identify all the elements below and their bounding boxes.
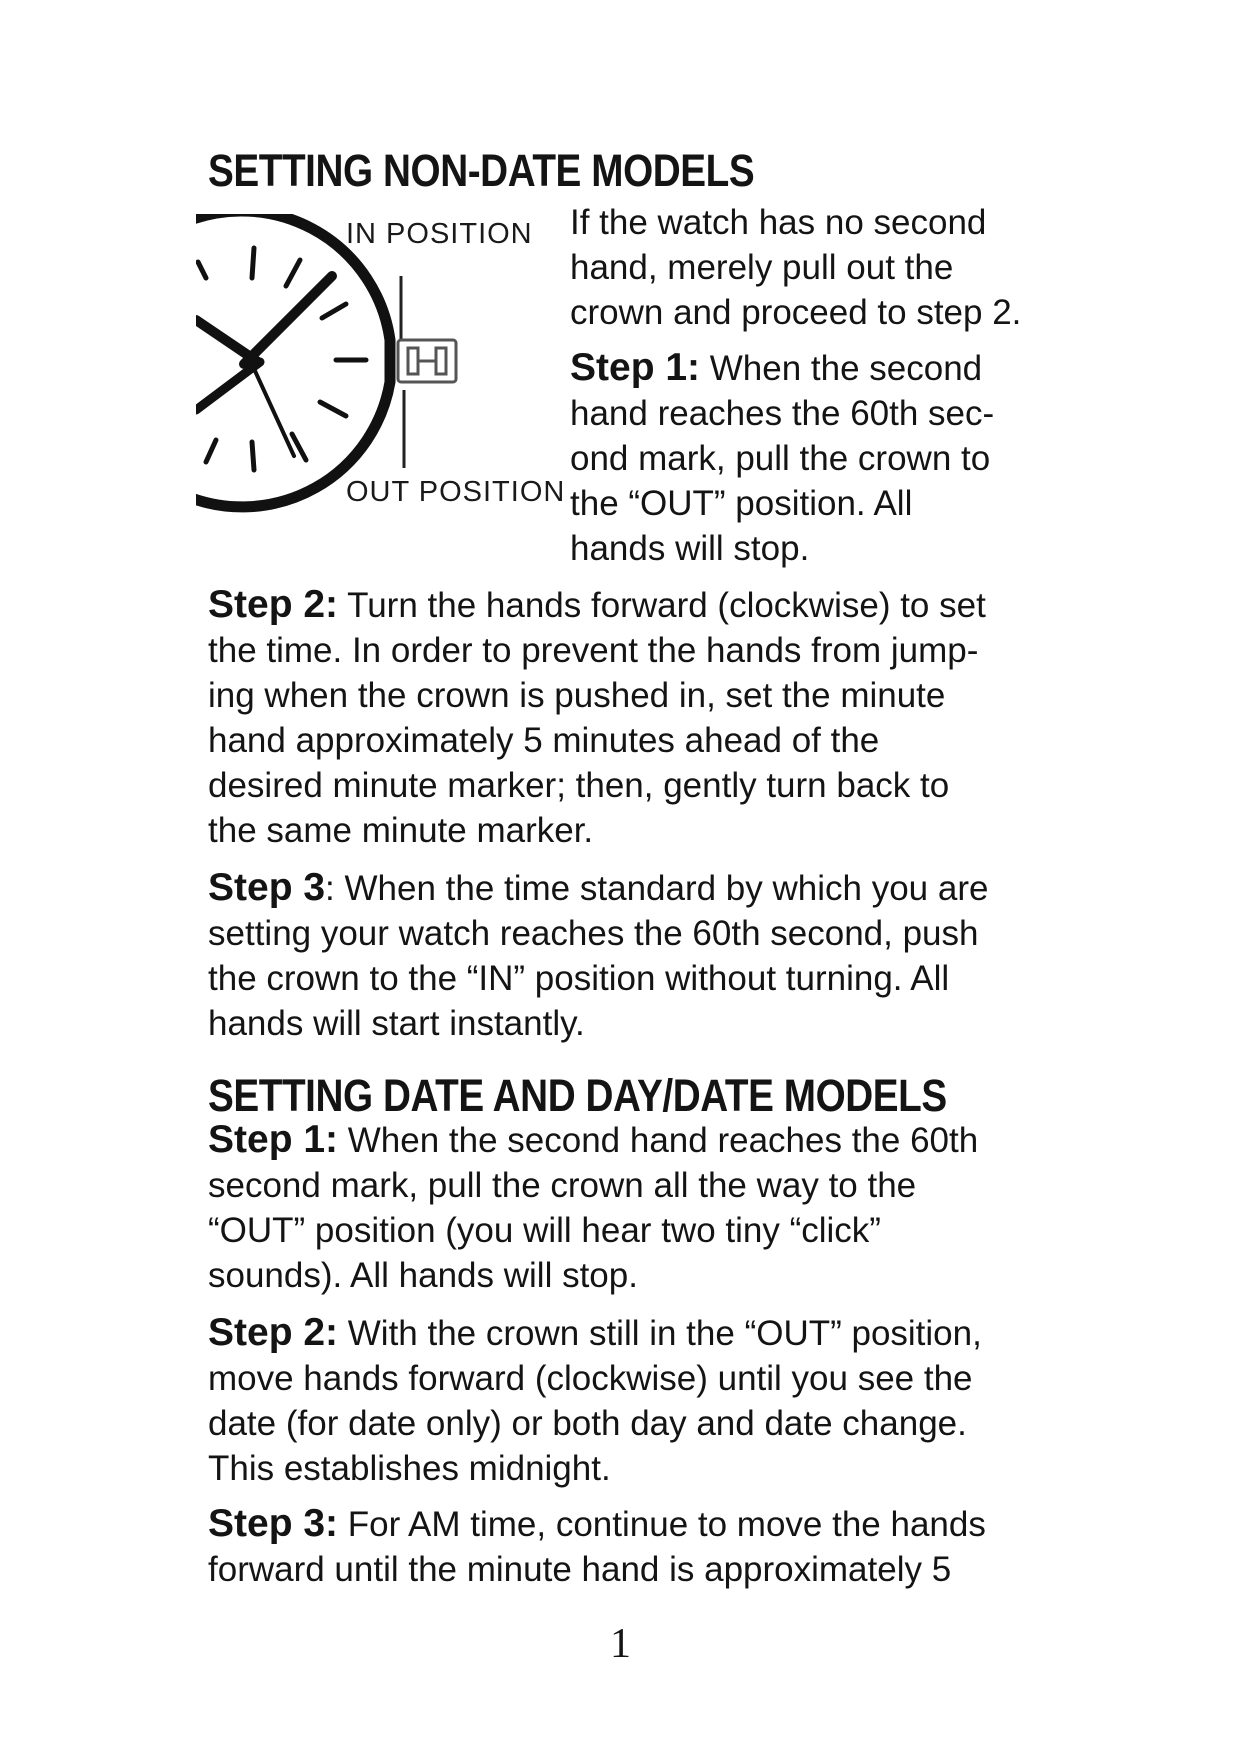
in-position-label: IN POSITION <box>346 218 533 250</box>
date-step-2 <box>208 1310 982 1491</box>
text-line: date (for date only) or both day and date change. <box>208 1404 967 1443</box>
text-line: hand approximately 5 minutes ahead of the <box>208 721 880 760</box>
text-line: ond mark, pull the crown to <box>570 439 991 478</box>
text-line: the time. In order to prevent the hands from jump- <box>208 631 979 670</box>
section-heading-date-models: SETTING DATE AND DAY/DATE MODELS <box>208 1070 947 1121</box>
step-label: Step 2: <box>208 1311 339 1354</box>
text-line: hand, merely pull out the <box>570 248 954 287</box>
text-line: : When the time standard by which you are <box>325 869 989 908</box>
section-heading-non-date: SETTING NON-DATE MODELS <box>208 145 755 196</box>
non-date-step-1 <box>570 345 994 571</box>
text-line: hands will stop. <box>570 529 810 568</box>
date-step-3 <box>208 1501 986 1592</box>
text-line: sounds). All hands will stop. <box>208 1256 638 1295</box>
text-line: crown and proceed to step 2. <box>570 293 1022 332</box>
date-step-1 <box>208 1117 978 1298</box>
text-line: When the second hand reaches the 60th <box>338 1121 979 1160</box>
text-line: With the crown still in the “OUT” position, <box>338 1314 982 1353</box>
text-line: second mark, pull the crown all the way to the <box>208 1166 917 1205</box>
text-line: This establishes midnight. <box>208 1449 611 1488</box>
text-line: forward until the minute hand is approximately 5 <box>208 1550 952 1589</box>
watch-crown-diagram <box>196 214 566 514</box>
text-line: desired minute marker; then, gently turn back to <box>208 766 950 805</box>
step-label: Step 3 <box>208 866 326 909</box>
text-line: the “OUT” position. All <box>570 484 913 523</box>
text-line: setting your watch reaches the 60th second, push <box>208 914 979 953</box>
non-date-step-3 <box>208 865 988 1046</box>
page-number: 1 <box>610 1621 631 1667</box>
out-position-label: OUT POSITION <box>346 476 566 508</box>
step-label: Step 3: <box>208 1502 339 1545</box>
text-line: Turn the hands forward (clockwise) to set <box>338 586 986 625</box>
text-line: the crown to the “IN” position without turning. All <box>208 959 950 998</box>
text-line: ing when the crown is pushed in, set the minute <box>208 676 946 715</box>
text-line: “OUT” position (you will hear two tiny “click” <box>208 1211 881 1250</box>
step-label: Step 1: <box>570 346 701 389</box>
text-line: If the watch has no second <box>570 203 987 242</box>
text-line: For AM time, continue to move the hands <box>338 1505 986 1544</box>
step-label: Step 1: <box>208 1118 339 1161</box>
non-date-step-2 <box>208 582 986 853</box>
step-label: Step 2: <box>208 583 339 626</box>
text-line: the same minute marker. <box>208 811 594 850</box>
text-line: hands will start instantly. <box>208 1004 585 1043</box>
text-line: move hands forward (clockwise) until you see the <box>208 1359 973 1398</box>
text-line: hand reaches the 60th sec- <box>570 394 995 433</box>
intro-paragraph <box>570 200 1021 335</box>
watch-crown-diagram-icon <box>196 214 566 514</box>
text-line: When the second <box>700 349 983 388</box>
